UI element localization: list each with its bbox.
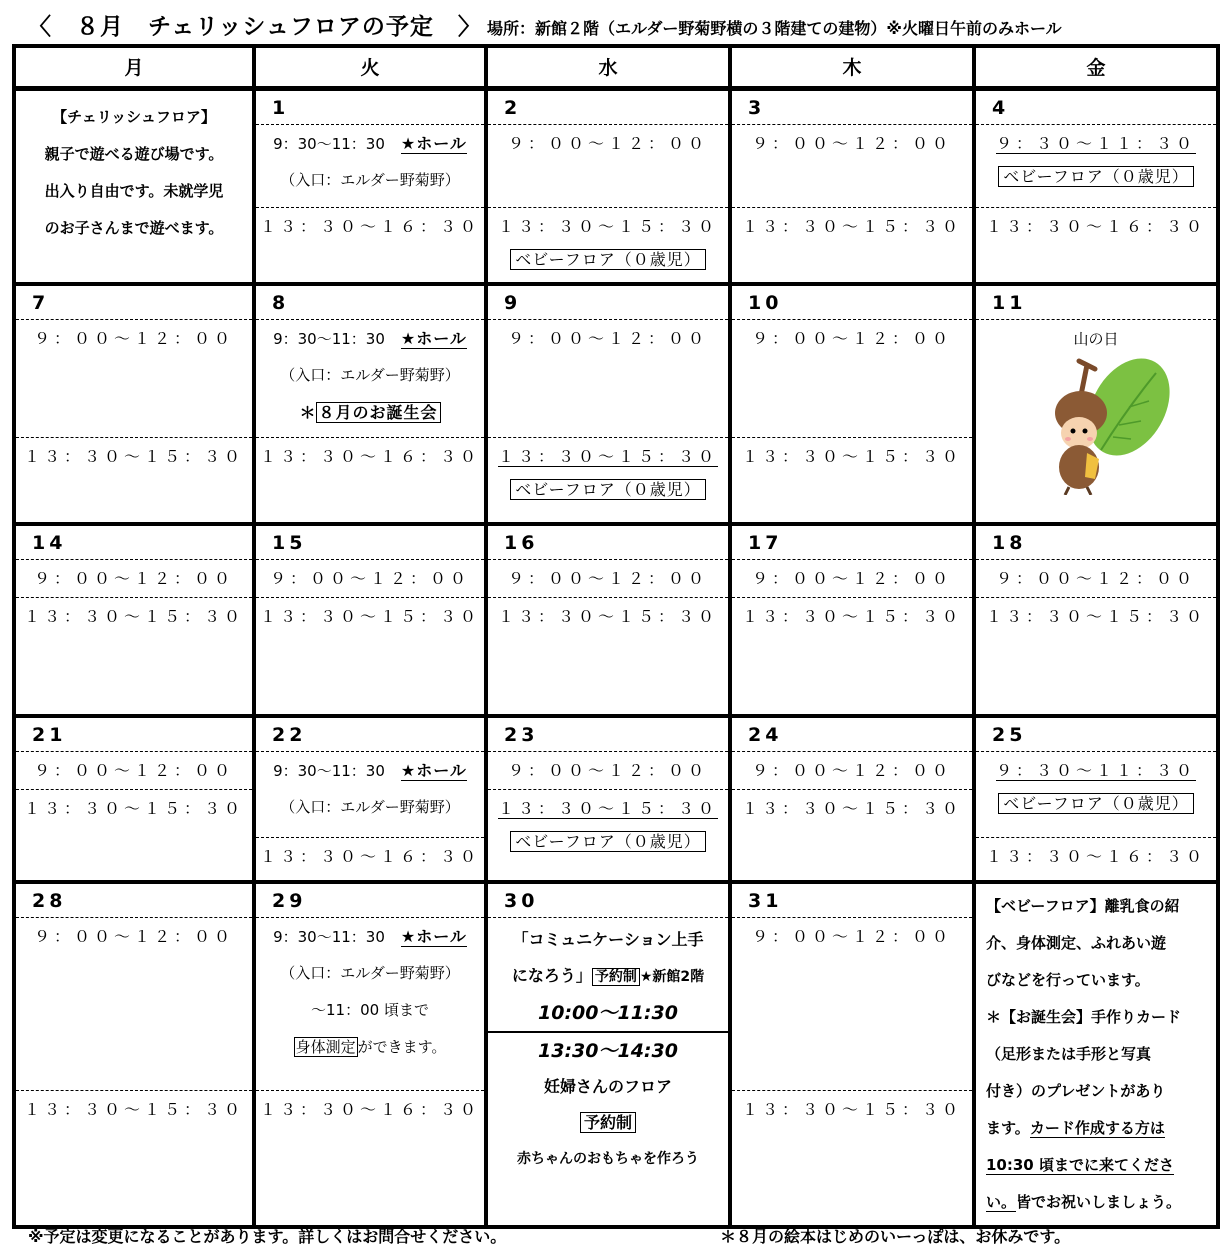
day-number: 22	[256, 718, 484, 752]
pm-time: １３：３０～１５：３０	[741, 217, 962, 236]
weekday-thu: 木	[730, 46, 974, 88]
day-number: 7	[16, 286, 252, 320]
pm-time: １３：３０～１５：３０	[497, 799, 718, 818]
pm-time: １３：３０～１５：３０	[23, 799, 244, 818]
baby-floor-label: ベビーフロア（０歳児）	[510, 249, 706, 270]
pm-time: １３：３０～１５：３０	[259, 607, 480, 626]
birthday-party-label: ８月のお誕生会	[316, 402, 441, 423]
hall-label: ★ホール	[400, 927, 467, 946]
hall-label: ★ホール	[400, 761, 467, 780]
day-number: 4	[976, 91, 1216, 125]
day-number: 1	[256, 91, 484, 125]
am-time: ９：００～１２：００	[33, 329, 234, 348]
day-number: 24	[732, 718, 972, 752]
weekday-wed: 水	[486, 46, 730, 88]
intro-heading: 【チェリッシュフロア】	[52, 107, 216, 126]
intro-line: 出入り自由です。未就学児	[44, 181, 224, 200]
pm-time: １３：３０～１６：３０	[985, 217, 1206, 236]
day-number: 28	[16, 884, 252, 918]
communication-event	[488, 918, 728, 1033]
day-cell-17	[730, 524, 974, 716]
am-time: ９：００～１２：００	[33, 569, 234, 588]
day-cell-15	[254, 524, 486, 716]
day-number: 11	[976, 286, 1216, 320]
event-title: 妊婦さんのフロア	[543, 1077, 672, 1096]
footer-notes	[28, 1224, 1218, 1252]
week-row-5	[14, 882, 1218, 1227]
footer-picture-book-notice: ＊８月の絵本はじめのいーっぽは、お休みです。	[720, 1227, 1071, 1246]
note-line: 付き）のプレゼントがあり	[986, 1082, 1166, 1100]
note-line: びなどを行っています。	[986, 971, 1150, 989]
am-time: ９：００～１２：００	[751, 761, 952, 780]
event-time: 10:00～11:30	[538, 1002, 678, 1024]
note-line-underlined: カード作成する方は	[1029, 1119, 1165, 1137]
day-cell-18	[974, 524, 1218, 716]
note-line: 【ベビーフロア】離乳食の紹	[986, 897, 1180, 915]
am-time: 9：30～11：30	[273, 134, 385, 153]
day-cell-4	[974, 88, 1218, 284]
day-number: 14	[16, 526, 252, 560]
am-time: ９：００～１２：００	[995, 569, 1196, 588]
am-time: ９：００～１２：００	[507, 761, 708, 780]
day-number: 8	[256, 286, 484, 320]
pm-time: １３：３０～１５：３０	[497, 217, 718, 236]
note-line: （足形または手形と写真	[986, 1045, 1152, 1063]
day-number: 3	[732, 91, 972, 125]
pm-time: １３：３０～１６：３０	[259, 217, 480, 236]
pm-time: １３：３０～１６：３０	[259, 847, 480, 866]
day-cell-11	[974, 284, 1218, 524]
reservation-badge: 予約制	[592, 968, 640, 986]
day-cell-7	[14, 284, 254, 524]
pregnant-floor-event	[488, 1033, 728, 1177]
day-number: 30	[488, 884, 728, 918]
weekday-fri: 金	[974, 46, 1218, 88]
birthday-star: ＊	[299, 403, 316, 422]
intro-line: 親子で遊べる遊び場です。	[44, 144, 224, 163]
day-number: 23	[488, 718, 728, 752]
am-time: ９：００～１２：００	[507, 329, 708, 348]
event-activity: 赤ちゃんのおもちゃを作ろう	[517, 1151, 699, 1167]
hall-label: ★ホール	[400, 133, 467, 153]
day-cell-16	[486, 524, 730, 716]
day-number: 18	[976, 526, 1216, 560]
pm-time: １３：３０～１５：３０	[23, 447, 244, 466]
day-cell-21	[14, 716, 254, 882]
event-location: ★新館2階	[639, 969, 705, 985]
day-cell-10	[730, 284, 974, 524]
page-title	[28, 8, 1218, 42]
am-time: ９：００～１２：００	[751, 927, 952, 946]
day-number: 21	[16, 718, 252, 752]
am-time: ９：００～１２：００	[751, 133, 952, 153]
note-line-underlined: 10:30 頃までに来てくださ	[986, 1156, 1174, 1174]
pm-time: １３：３０～１５：３０	[741, 799, 962, 818]
event-title-line2: になろう」	[511, 966, 592, 985]
day-cell-2	[486, 88, 730, 284]
day-cell-9	[486, 284, 730, 524]
entrance-note: （入口：エルダー野菊野）	[280, 798, 460, 816]
am-time: ９：００～１２：００	[751, 569, 952, 588]
calendar-table	[12, 44, 1220, 1229]
note-line: ＊【お誕生会】手作りカード	[986, 1008, 1182, 1026]
entrance-note: （入口：エルダー野菊野）	[280, 366, 460, 384]
day-number: 16	[488, 526, 728, 560]
event-time: 13:30～14:30	[538, 1040, 678, 1062]
pm-time: １３：３０～１５：３０	[497, 447, 718, 466]
am-time: 9：30～11：30	[273, 762, 385, 780]
day-cell-30	[486, 882, 730, 1227]
note-line-underlined: い。	[986, 1193, 1017, 1211]
hall-label: ★ホール	[400, 329, 467, 348]
week-row-2	[14, 284, 1218, 524]
am-time: 9：30～11：30	[273, 928, 385, 946]
pm-time: １３：３０～１６：３０	[985, 847, 1206, 866]
day-number: 15	[256, 526, 484, 560]
day-cell-8	[254, 284, 486, 524]
measure-tail: ができます。	[357, 1038, 447, 1056]
day-number: 29	[256, 884, 484, 918]
am-time: ９：００～１２：００	[33, 927, 234, 946]
week-row-1	[14, 88, 1218, 284]
am-time: ９：００～１２：００	[33, 761, 234, 780]
am-time: ９：００～１２：００	[751, 329, 952, 348]
week-row-4	[14, 716, 1218, 882]
day-number: 25	[976, 718, 1216, 752]
day-cell-23	[486, 716, 730, 882]
note-line: ます。	[986, 1119, 1030, 1137]
pm-time: １３：３０～１５：３０	[985, 607, 1206, 626]
entrance-note: （入口：エルダー野菊野）	[280, 964, 460, 982]
pm-time: １３：３０～１５：３０	[23, 1100, 244, 1119]
am-time: 9：30～11：30	[273, 330, 385, 348]
day-number: 9	[488, 286, 728, 320]
day-cell-24	[730, 716, 974, 882]
pm-time: １３：３０～１５：３０	[497, 607, 718, 626]
day-cell-29	[254, 882, 486, 1227]
day-cell-1	[254, 88, 486, 284]
weekday-header-row	[14, 46, 1218, 88]
beetle-mascot-leaf-illustration	[1021, 355, 1171, 495]
intro-line: のお子さんまで遊べます。	[44, 218, 224, 237]
day-cell-25	[974, 716, 1218, 882]
pm-time: １３：３０～１６：３０	[259, 1100, 480, 1119]
body-measurement-label: 身体測定	[295, 1038, 356, 1056]
day-cell-22	[254, 716, 486, 882]
am-time: ９：００～１２：００	[269, 569, 470, 588]
pm-time: １３：３０～１５：３０	[741, 607, 962, 626]
measure-until-note: ～11：00 頃まで	[311, 1001, 429, 1019]
footer-change-notice: ※予定は変更になることがあります。詳しくはお問合せください。	[28, 1227, 507, 1246]
baby-floor-label: ベビーフロア（０歳児）	[998, 793, 1194, 814]
pm-time: １３：３０～１６：３０	[259, 447, 480, 466]
am-time: ９：３０～１１：３０	[995, 761, 1196, 780]
day-cell-31	[730, 882, 974, 1227]
baby-floor-label: ベビーフロア（０歳児）	[998, 166, 1194, 187]
pm-time: １３：３０～１５：３０	[741, 447, 962, 466]
baby-floor-note-cell	[974, 882, 1218, 1227]
pm-time: １３：３０～１５：３０	[23, 607, 244, 626]
day-cell-14	[14, 524, 254, 716]
note-line: 皆でお祝いしましょう。	[1016, 1193, 1182, 1211]
am-time: ９：００～１２：００	[507, 569, 708, 588]
am-time: ９：００～１２：００	[507, 133, 708, 153]
reservation-badge: 予約制	[580, 1112, 636, 1133]
day-cell-3	[730, 88, 974, 284]
pm-time: １３：３０～１５：３０	[741, 1100, 962, 1119]
intro-cell	[14, 88, 254, 284]
day-number: 17	[732, 526, 972, 560]
day-number: 2	[488, 91, 728, 125]
baby-floor-label: ベビーフロア（０歳児）	[510, 479, 706, 500]
title-location: 場所：新館２階（エルダー野菊野横の３階建ての建物）※火曜日午前のみホール	[487, 19, 1062, 38]
weekday-mon: 月	[14, 46, 254, 88]
baby-floor-label: ベビーフロア（０歳児）	[510, 831, 706, 852]
title-main: 〈 ８月 チェリッシュフロアの予定 〉	[28, 14, 482, 40]
day-cell-28	[14, 882, 254, 1227]
entrance-note: （入口：エルダー野菊野）	[280, 170, 460, 189]
holiday-label: 山の日	[1073, 330, 1119, 348]
week-row-3	[14, 524, 1218, 716]
am-time: ９：３０～１１：３０	[995, 133, 1196, 153]
day-number: 31	[732, 884, 972, 918]
event-title-line1: 「コミュニケーション上手	[512, 930, 704, 949]
note-line: 介、身体測定、ふれあい遊	[986, 934, 1167, 952]
day-number: 10	[732, 286, 972, 320]
weekday-tue: 火	[254, 46, 486, 88]
